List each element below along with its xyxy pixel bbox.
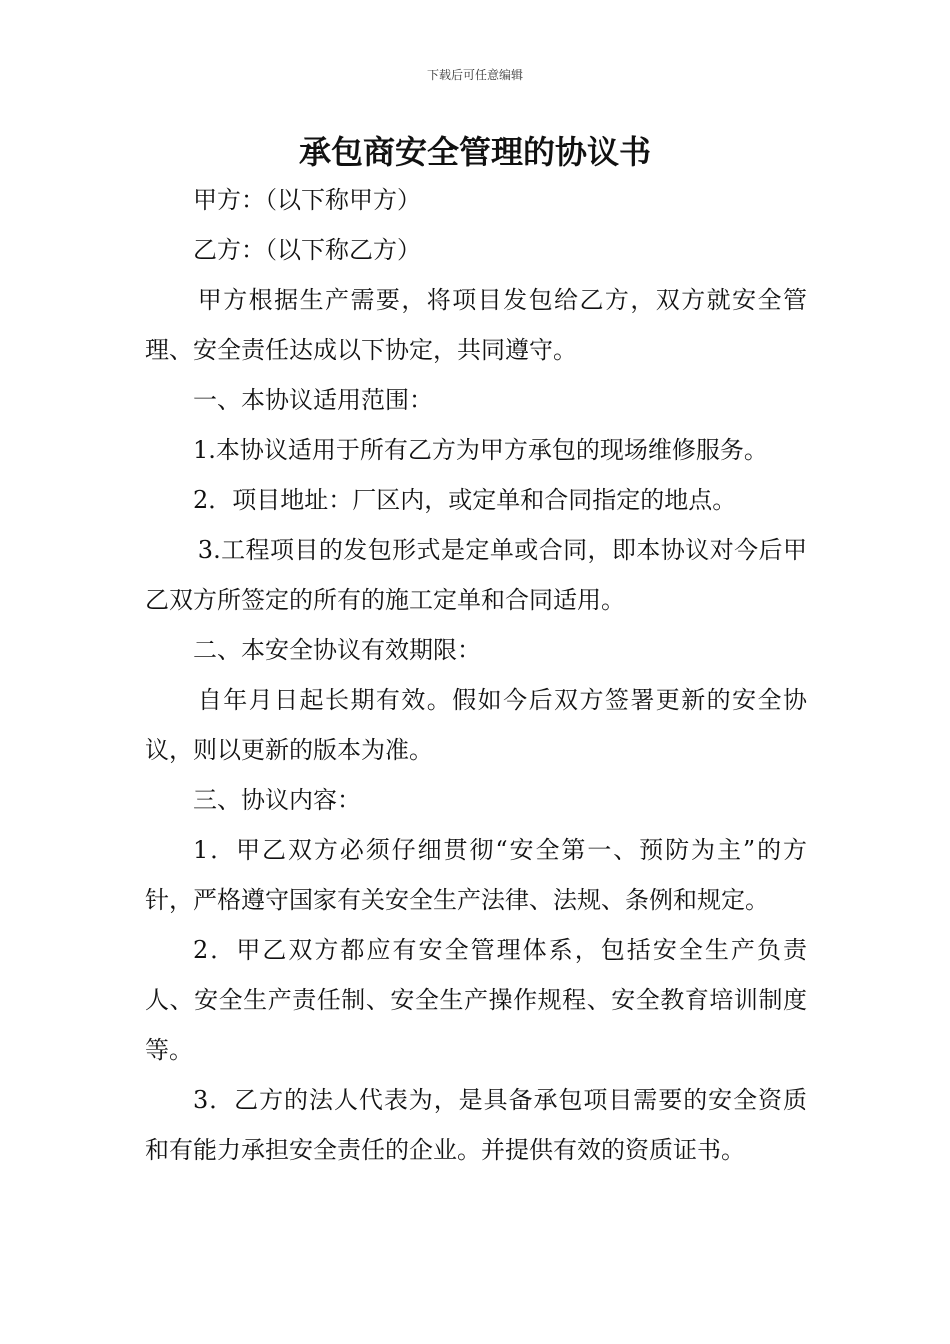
section-heading-scope: 一、本协议适用范围： [193,386,433,414]
content-item-1: 1．甲乙双方必须仔细贯彻“安全第一、预防为主”的方针，严格遵守国家有关安全生产法律、法规、条例和规定。 [145,836,807,914]
section-heading-content: 三、协议内容： [193,786,361,814]
document-title: 承包商安全管理的协议书 [298,133,651,171]
scope-item-3: 3.工程项目的发包形式是定单或合同，即本协议对今后甲乙双方所签定的所有的施工定单和合同适用。 [145,536,807,614]
scope-item-2: 2．项目地址：厂区内，或定单和合同指定的地点。 [193,486,737,514]
scope-item-1: 1.本协议适用于所有乙方为甲方承包的现场维修服务。 [193,436,768,464]
content-item-3: 3．乙方的法人代表为，是具备承包项目需要的安全资质和有能力承担安全责任的企业。并提供有效的资质证书。 [145,1086,807,1164]
party-a-line: 甲方：（以下称甲方） [193,186,421,214]
party-b-line: 乙方：（以下称乙方） [193,236,421,264]
intro-paragraph: 甲方根据生产需要，将项目发包给乙方，双方就安全管理、安全责任达成以下协定，共同遵守。 [145,286,807,364]
validity-paragraph: 自年月日起长期有效。假如今后双方签署更新的安全协议，则以更新的版本为准。 [145,686,807,764]
section-heading-validity: 二、本安全协议有效期限： [193,636,481,664]
document-body [145,175,807,1175]
header-note: 下载后可任意编辑 [426,68,523,82]
content-item-2: 2．甲乙双方都应有安全管理体系，包括安全生产负责人、安全生产责任制、安全生产操作规程、安全教育培训制度等。 [145,936,807,1064]
